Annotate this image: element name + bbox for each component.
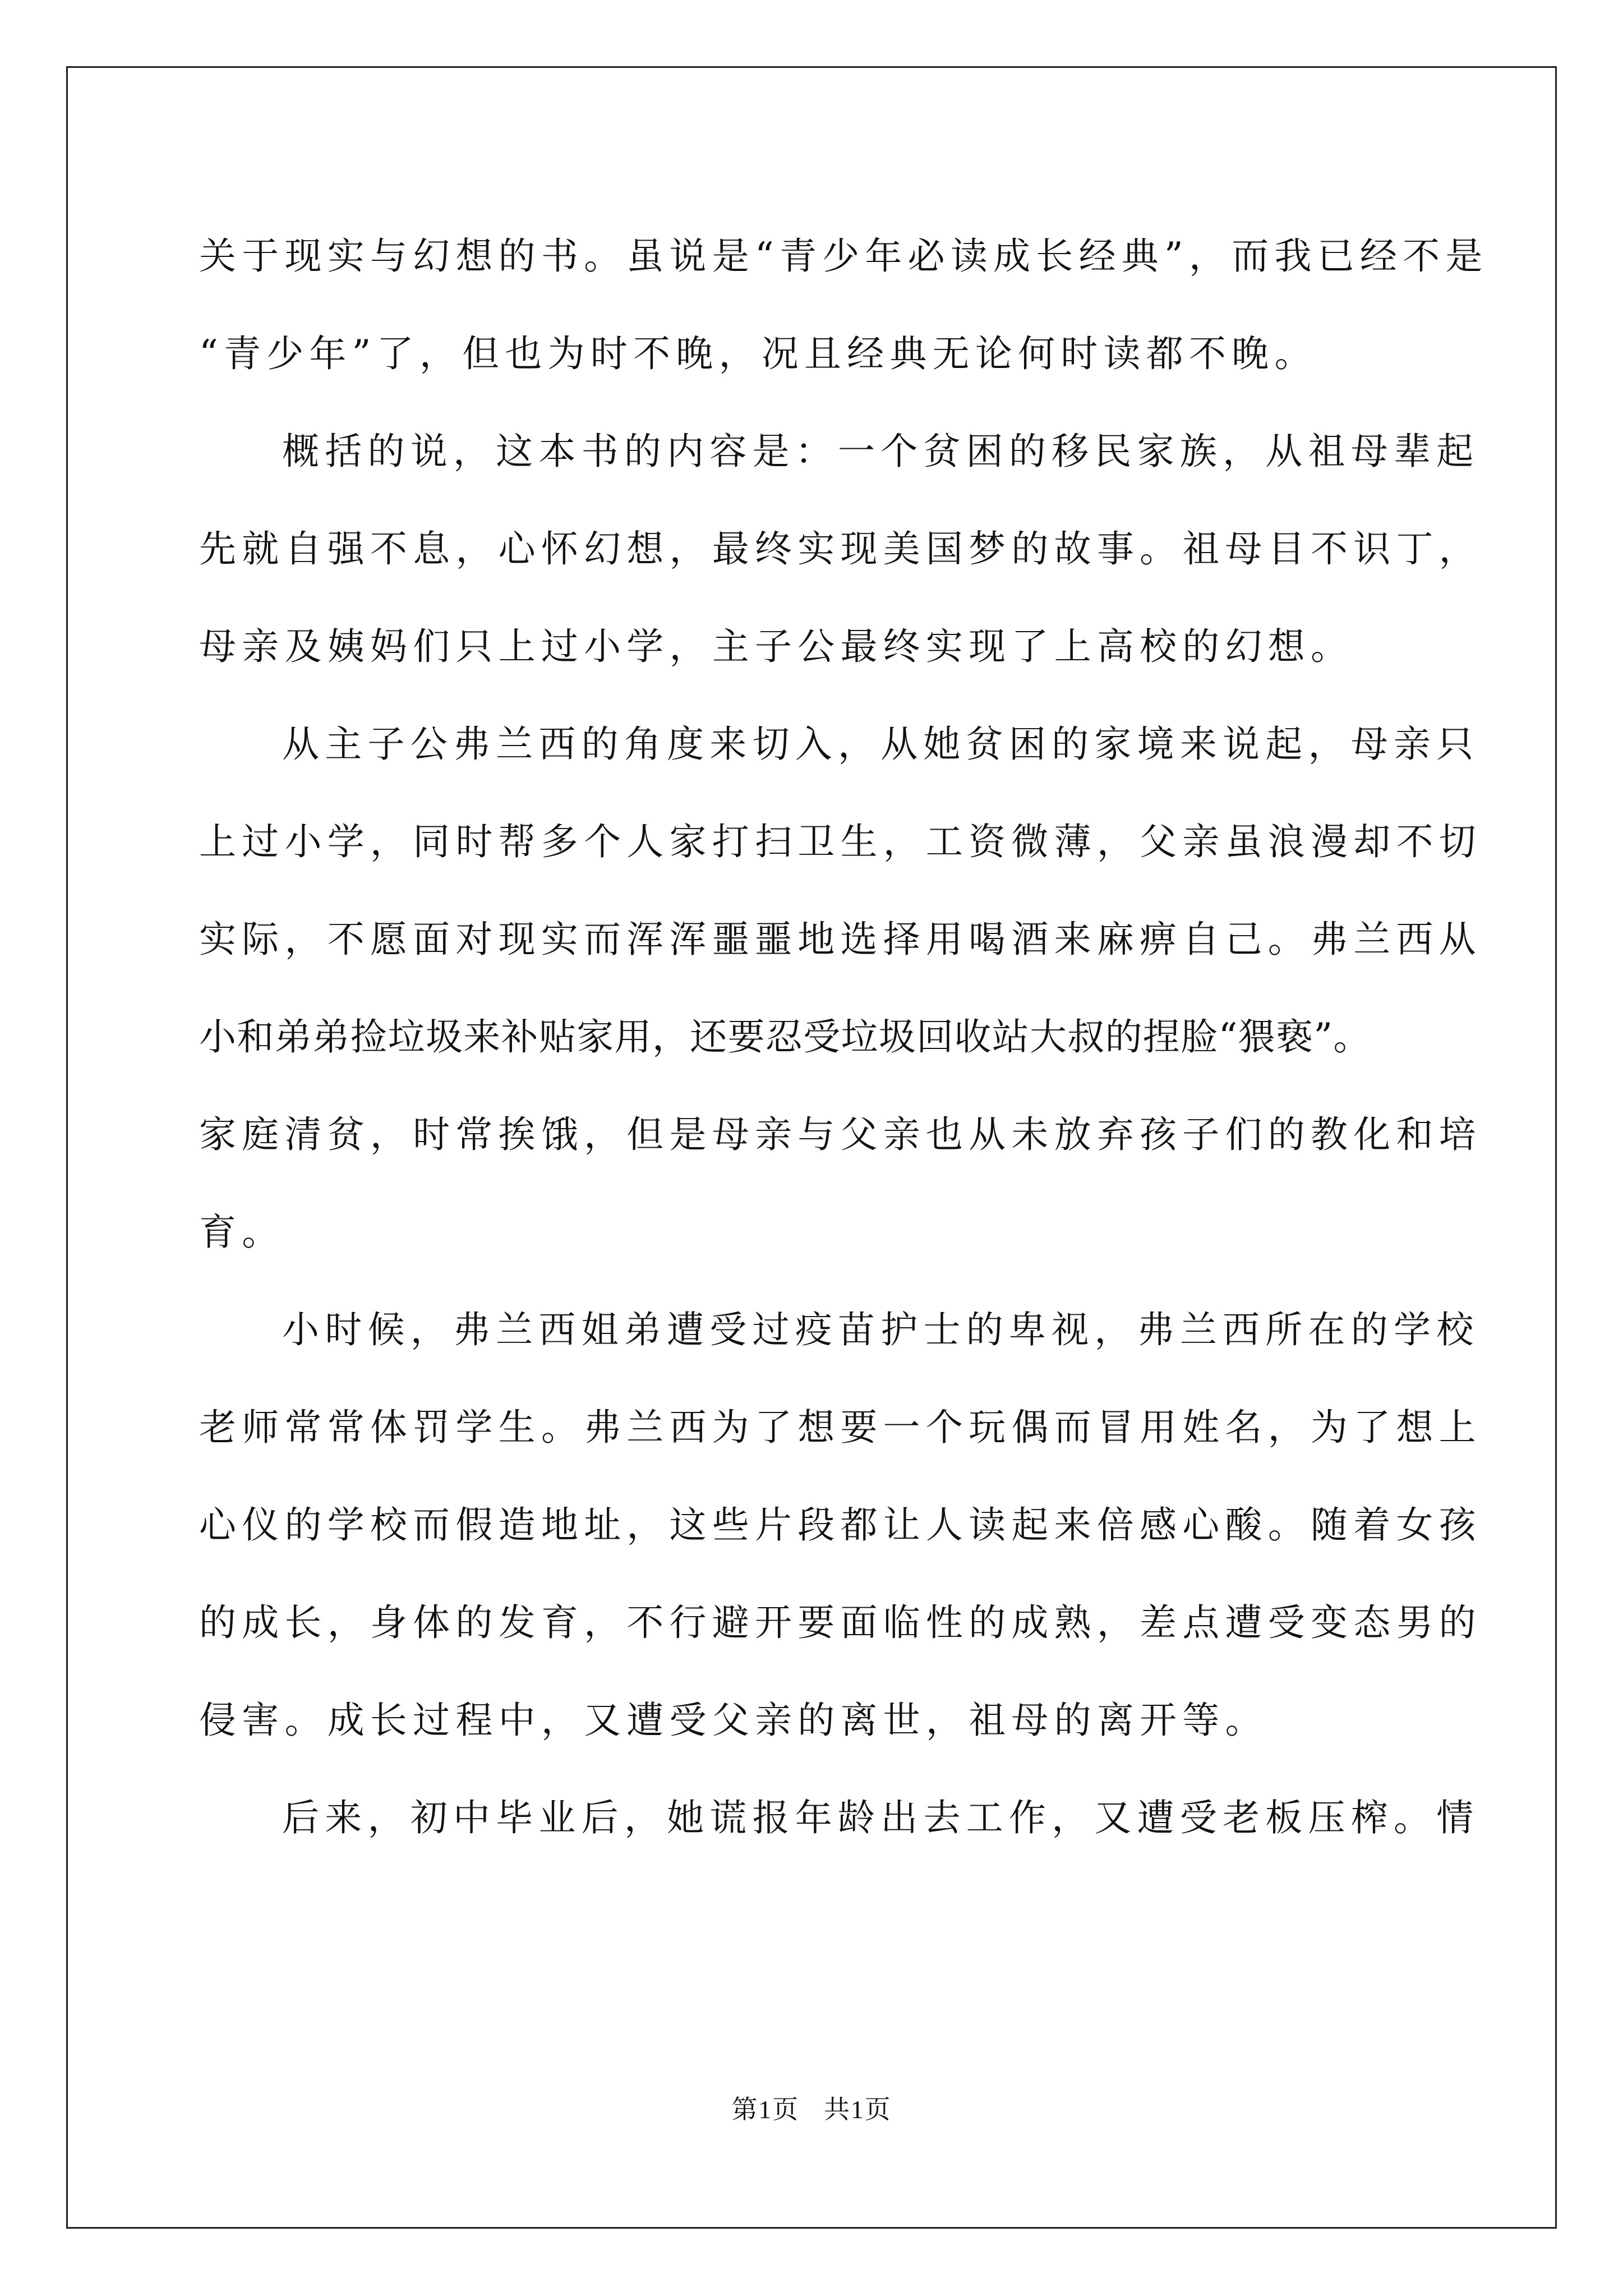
text-line: 心仪的学校而假造地址，这些片段都让人读起来倍感心酸。随着女孩 — [199, 1503, 1482, 1547]
text-line: 老师常常体罚学生。弗兰西为了想要一个玩偶而冒用姓名，为了想上 — [199, 1406, 1482, 1449]
text-line: 先就自强不息，心怀幻想，最终实现美国梦的故事。祖母目不识丁， — [199, 527, 1482, 570]
text-line: 育。 — [199, 1211, 285, 1254]
paragraph-start-line: 从主子公弗兰西的角度来切入，从她贫困的家境来说起，母亲只 — [282, 723, 1479, 766]
text-line: 小和弟弟捡垃圾来补贴家用，还要忍受垃圾回收站大叔的捏脸“猥亵”。 — [199, 1015, 1371, 1059]
text-line: 实际，不愿面对现实而浑浑噩噩地选择用喝酒来麻痹自己。弗兰西从 — [199, 918, 1482, 961]
text-line: 上过小学，同时帮多个人家打扫卫生，工资微薄，父亲虽浪漫却不切 — [199, 820, 1482, 863]
paragraph-start-line: 概括的说，这本书的内容是：一个贫困的移民家族，从祖母辈起 — [282, 430, 1479, 473]
paragraph-start-line: 小时候，弗兰西姐弟遭受过疫苗护士的卑视，弗兰西所在的学校 — [282, 1308, 1479, 1351]
text-line: 的成长，身体的发育，不行避开要面临性的成熟，差点遭受变态男的 — [199, 1601, 1482, 1644]
page-footer — [0, 2089, 1623, 2126]
text-line: 关于现实与幻想的书。虽说是“青少年必读成长经典”，而我已经不是 — [199, 234, 1488, 278]
paragraph-start-line: 后来，初中毕业后，她谎报年龄出去工作，又遭受老板压榨。情 — [282, 1796, 1479, 1839]
page-number: 第1页 — [731, 2095, 799, 2124]
page-total: 共1页 — [824, 2095, 892, 2124]
text-line: 家庭清贫，时常挨饿，但是母亲与父亲也从未放弃孩子们的教化和培 — [199, 1113, 1482, 1156]
document-body — [199, 208, 1488, 1867]
text-line: 侵害。成长过程中，又遭受父亲的离世，祖母的离开等。 — [199, 1699, 1268, 1742]
text-line: 母亲及姨妈们只上过小学，主子公最终实现了上高校的幻想。 — [199, 625, 1354, 668]
text-line: “青少年”了，但也为时不晚，况且经典无论何时读都不晚。 — [199, 332, 1317, 375]
